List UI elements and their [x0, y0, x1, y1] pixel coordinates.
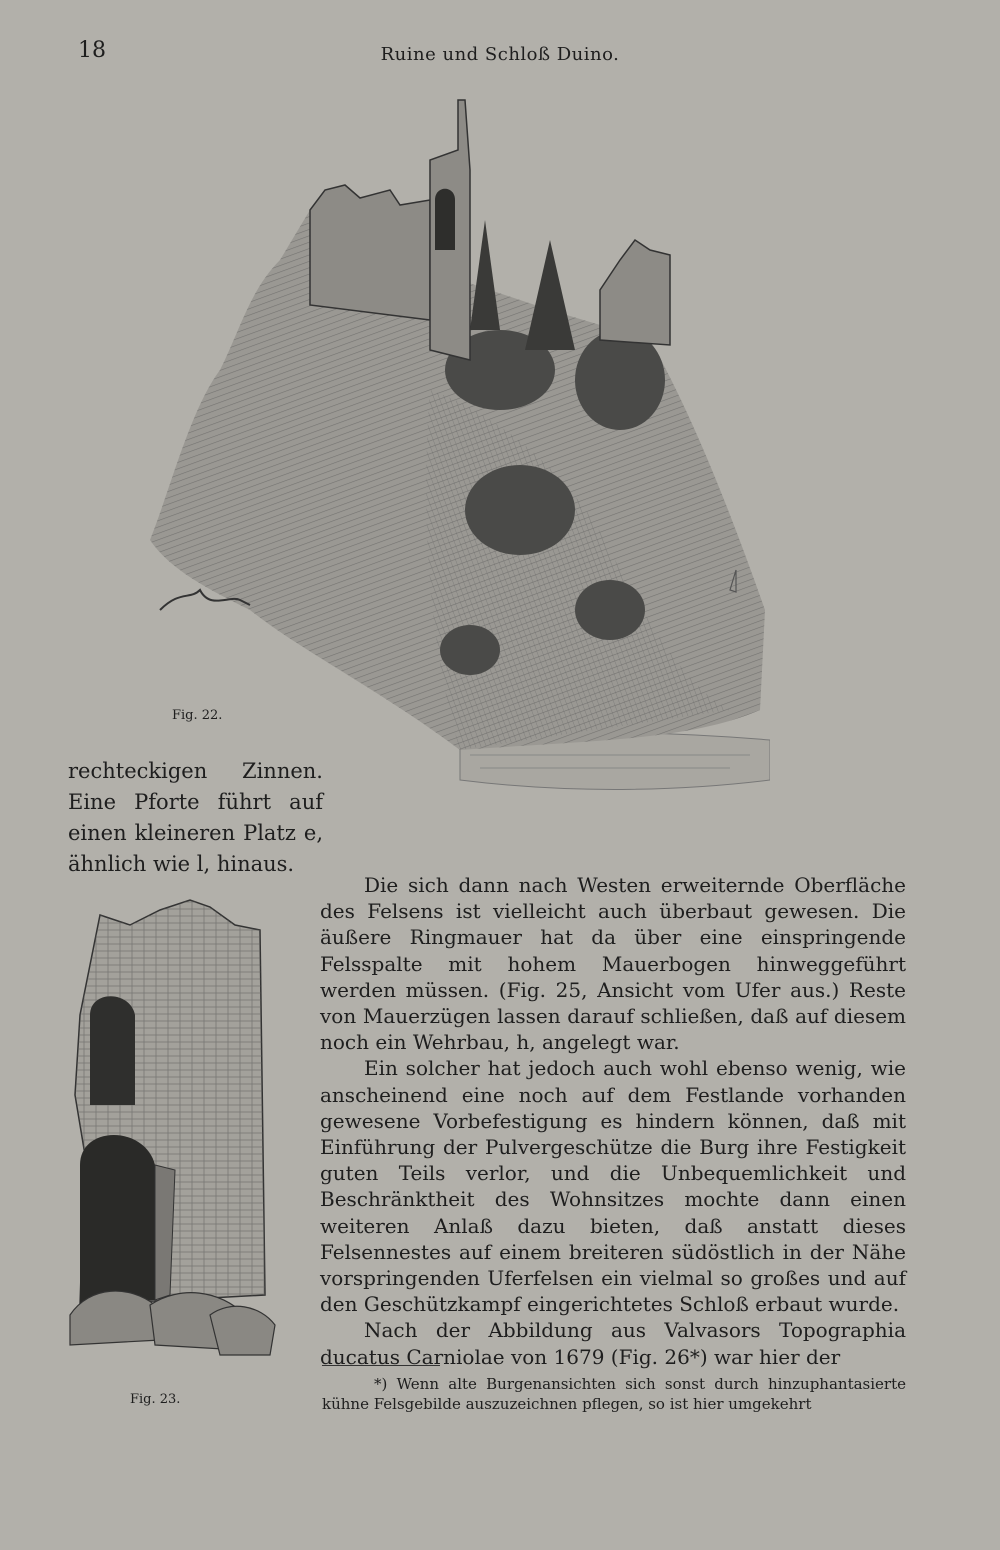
main-text	[320, 872, 906, 1370]
paragraph: Die sich dann nach Westen erweiternde Oberfläche des Felsens ist vielleicht auch überbaut gewesen. Die äußere Ringmauer hat da über eine einspringende Felsspalte mit hohem Mauerbogen hinweggeführt werden müssen. (Fig. 25, Ansicht vom Ufer aus.) Reste von Mauerzügen lassen darauf schließen, daß auf diesem noch ein Wehrbau, h, angelegt war.	[320, 873, 906, 1055]
figure-23-caption: Fig. 23.	[130, 1392, 181, 1407]
side-paragraph: rechteckigen Zinnen. Eine Pforte führt auf einen kleineren Platz e, ähnlich wie l, hinaus.	[68, 759, 323, 876]
footnote-divider	[322, 1365, 440, 1366]
footnote: *) Wenn alte Burgenansichten sich sonst durch hinzuphantasierte kühne Felsgebilde auszuzeichnen pflegen, so ist hier umgekehrt	[322, 1375, 906, 1413]
paragraph: Nach der Abbildung aus Valvasors Topographia ducatus Carniolae von 1679 (Fig. 26*) war hier der	[320, 1318, 906, 1369]
figure-22-caption: Fig. 22.	[172, 708, 223, 723]
running-title: Ruine und Schloß Duino.	[380, 44, 620, 65]
paragraph: Ein solcher hat jedoch auch wohl ebenso wenig, wie anscheinend eine noch auf dem Festlande vorhanden gewesene Vorbefestigung es hindern können, daß mit Einführung der Pulvergeschütze die Burg ihre Festigkeit guten Teils verlor, und die Unbequemlichkeit und Beschränktheit des Wohnsitzes mochte dann einen weiteren Anlaß dazu bieten, daß anstatt dieses Felsennestes auf einem breiteren südöstlich in der Nähe vorspringenden Uferfelsen ein vielmal so großes und auf den Geschützkampf eingerichtetes Schloß erbaut wurde.	[320, 1056, 906, 1317]
castle-ruin-illustration	[130, 90, 770, 870]
page-number: 18	[78, 38, 106, 63]
ruined-wall-illustration	[60, 895, 280, 1375]
